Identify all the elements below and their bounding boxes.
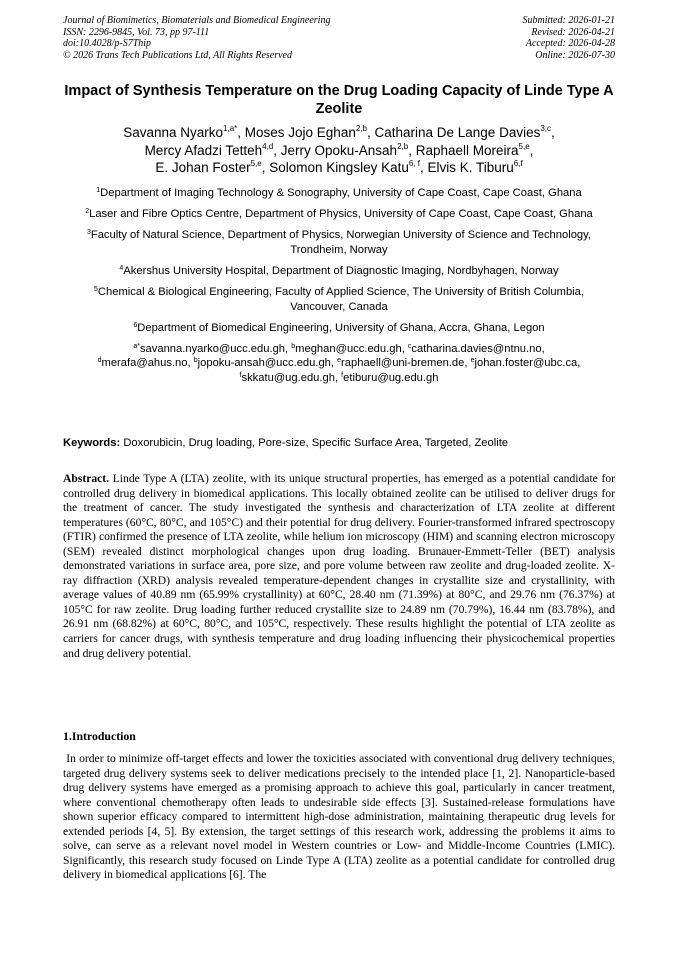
introduction-text: In order to minimize off-target effects and lower the toxicities associated with conventional drug delivery techniques, targeted drug delivery systems seek to deliver medications precisely to the intended place [1, 2]. Nanoparticle-based drug delivery systems have emerged as a promising approach to achieve this goal, particularly in cancer treatment, where conventional chemotherapy often leads to undesirable side effects [3]. Sustained-release formulations have shown superior efficacy compared to intermittent high-dose administration, maintaining therapeutic drug levels for extended periods [4, 5]. By extension, the target settings of this research work, addressing the problems it aims to solve, can serve as a relevant novel model in Western countries or Low- and Middle-Income Countries (LMIC). Significantly, this research study focused on Linde Type A (LTA) zeolite as a potential candidate for controlled drug delivery in biomedical applications [6]. The (63, 752, 615, 882)
email-list: $^{a*}$savanna.nyarko@ucc.edu.gh, $^b$meghan@ucc.edu.gh, $^c$catharina.davies@ntnu.no, $^d$merafa@ahus.no, $^b$jopoku-ansah@ucc.edu.gh, $^e$raphaell@uni-bremen.de, $^e$johan.foster@ubc.ca, $^f$skkatu@ug.edu.gh, $^f$etiburu@ug.edu.gh (97, 342, 581, 384)
email[interactable]: $^{a*}$savanna.nyarko@ucc.edu.gh (133, 342, 286, 355)
email[interactable]: $^e$raphaell@uni-bremen.de (337, 357, 465, 370)
affiliation: $^5$Chemical & Biological Engineering, Faculty of Applied Science, The University of British Columbia, Vancouver, Canada (94, 285, 584, 313)
email[interactable]: $^d$merafa@ahus.no (97, 357, 188, 370)
abstract-label: Abstract. (63, 472, 110, 485)
author-list (60, 124, 618, 177)
revised-date: Revised: 2026-04-21 (531, 26, 615, 38)
affiliation: $^2$Laser and Fibre Optics Centre, Department of Physics, University of Cape Coast, Cape Coast, Ghana (85, 208, 593, 221)
affiliation: $^3$Faculty of Natural Science, Department of Physics, Norwegian University of Science and Technology, Trondheim, Norway (86, 229, 592, 256)
accepted-date: Accepted: 2026-04-28 (525, 38, 615, 49)
affiliations (66, 186, 612, 386)
email[interactable]: $^b$jopoku-ansah@ucc.edu.gh (193, 357, 331, 370)
dates-header (523, 15, 616, 61)
author: Jerry Opoku-Ansah$^{2,b}$, (280, 141, 416, 158)
author: Elvis K. Tiburu$^{6,f}$ (427, 159, 523, 175)
author: Raphaell Moreira$^{5,e}$, (415, 141, 534, 158)
online-date: Online: 2026-07-30 (535, 49, 615, 61)
email[interactable]: $^b$meghan@ucc.edu.gh (291, 342, 402, 355)
affiliation: $^6$Department of Biomedical Engineering, University of Ghana, Accra, Ghana, Legon (133, 321, 545, 334)
journal-name: Journal of Biomimetics, Biomaterials and Biomedical Engineering (63, 15, 331, 26)
journal-issn: ISSN: 2296-9845, Vol. 73, pp 97-111 (63, 26, 210, 38)
journal-doi[interactable]: doi:10.4028/p-S7Thip (63, 38, 152, 49)
email[interactable]: $^f$skkatu@ug.edu.gh (239, 371, 335, 384)
author: Solomon Kingsley Katu$^{6, f}$, (269, 159, 428, 175)
paper-title: Impact of Synthesis Temperature on the Drug Loading Capacity of Linde Type A Zeolite (64, 83, 614, 117)
abstract (63, 472, 615, 661)
email[interactable]: $^f$etiburu@ug.edu.gh (341, 371, 439, 384)
keywords-label: Keywords: (63, 437, 121, 449)
introduction-heading: 1.Introduction (63, 729, 136, 743)
email[interactable]: $^e$johan.foster@ubc.ca (470, 357, 578, 370)
keywords (63, 436, 615, 450)
author: Catharina De Lange Davies$^{3,c}$, (374, 124, 555, 140)
keywords-text: Doxorubicin, Drug loading, Pore-size, Specific Surface Area, Targeted, Zeolite (123, 437, 509, 449)
email[interactable]: $^c$catharina.davies@ntnu.no (407, 342, 542, 355)
affiliation: $^1$Department of Imaging Technology & Sonography, University of Cape Coast, Cape Coast, Ghana (96, 187, 582, 199)
author: Mercy Afadzi Tetteh$^{4,d}$, (144, 141, 281, 158)
author: Savanna Nyarko$^{1,a*}$, (123, 124, 245, 140)
author: Moses Jojo Eghan$^{2,b}$, (244, 124, 375, 140)
affiliation: $^4$Akershus University Hospital, Department of Diagnostic Imaging, Nordbyhagen, Norway (119, 264, 559, 277)
abstract-text: Linde Type A (LTA) zeolite, with its unique structural properties, has emerged as a potential candidate for controlled drug delivery in biomedical applications. This locally obtained zeolite can be utilised to deliver drugs for the treatment of cancer. The study investigated the synthesis and characterization of LTA zeolite at different temperatures (60°C, 80°C, and 105°C) and their potential for drug delivery. Fourier-transformed infrared spectroscopy (FTIR) confirmed the presence of LTA zeolite, while helium ion microscopy (HIM) and scanning electron microscopy (SEM) revealed distinct morphological changes upon drug loading. Brunauer-Emmett-Teller (BET) analysis demonstrated variations in surface area, pore size, and pore volume between raw zeolite and drug-loaded zeolite. X-ray diffraction (XRD) analysis revealed temperature-dependent changes in crystallite size and crystallinity, with average values of 40.89 nm (65.99% crystallinity) at 60°C, 28.40 nm (71.39%) at 80°C, and 29.76 nm (76.37%) at 105°C for raw zeolite. Drug loading further reduced crystallite size to 24.89 nm (70.79%), 16.44 nm (83.78%), and 26.91 nm (68.82%) at 60°C, 80°C, and 105°C, respectively. These results highlight the potential of LTA zeolite as carriers for cancer drugs, with synthesis temperature and drug loading influencing their physicochemical properties and drug delivery potential. (63, 472, 615, 660)
author: E. Johan Foster$^{5,e}$, (155, 159, 270, 175)
journal-header (63, 15, 330, 61)
submitted-date: Submitted: 2026-01-21 (522, 15, 615, 26)
journal-copyright: © 2026 Trans Tech Publications Ltd, All Rights Reserved (63, 49, 292, 61)
